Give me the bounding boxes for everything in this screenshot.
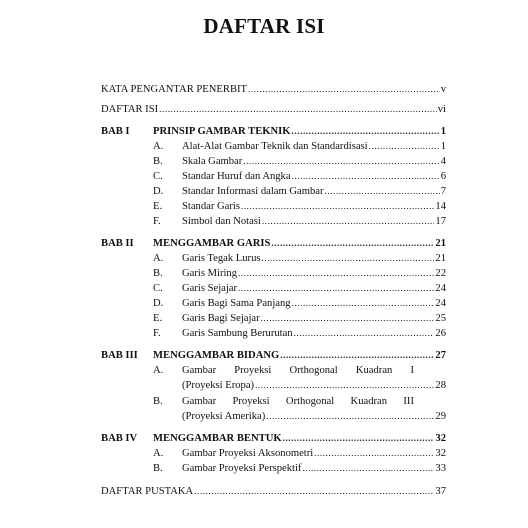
leader-dots [292, 170, 440, 183]
word: Orthogonal [289, 365, 338, 376]
toc-entry-page: 33 [435, 463, 446, 474]
toc-entry-page: 21 [435, 253, 446, 264]
toc-subentry-line1 [182, 395, 414, 408]
toc-entry-label: Gambar Proyeksi Perspektif [182, 463, 302, 474]
chapter-number: BAB III [101, 350, 138, 361]
word: Gambar [182, 396, 217, 407]
toc-entry-page: 22 [435, 268, 446, 279]
item-letter: E. [153, 201, 163, 212]
item-letter: B. [153, 463, 163, 474]
toc-subentry [182, 462, 446, 475]
toc-subentry [182, 155, 446, 168]
toc-entry-page: 4 [440, 156, 446, 167]
chapter-number: BAB IV [101, 433, 138, 444]
word: III [403, 396, 414, 407]
word: Gambar [182, 365, 217, 376]
chapter-page: 21 [435, 238, 446, 249]
toc-subentry [182, 215, 446, 228]
toc-entry-page: 17 [435, 216, 446, 227]
chapter-page: 1 [440, 126, 446, 137]
toc-entry-label: Standar Informasi dalam Gambar [182, 186, 324, 197]
toc-subentry-line1 [182, 364, 414, 377]
toc-subentry [182, 185, 446, 198]
item-letter: A. [153, 141, 164, 152]
word: Orthogonal [285, 396, 335, 407]
toc-entry-page: v [440, 84, 446, 95]
word: Kuadran [350, 396, 388, 407]
chapter-number: BAB II [101, 238, 134, 249]
leader-dots [261, 312, 435, 325]
toc-entry-label: (Proyeksi Amerika) [182, 411, 266, 422]
item-letter: F. [153, 328, 161, 339]
page-title: DAFTAR ISI [203, 14, 325, 38]
toc-entry-page: 28 [435, 380, 446, 391]
toc-subentry-line2 [182, 379, 446, 392]
chapter-title: MENGGAMBAR BIDANG [153, 350, 280, 361]
toc-entry-label: KATA PENGANTAR PENERBIT [101, 84, 248, 95]
leader-dots [283, 432, 435, 445]
chapter-title: MENGGAMBAR GARIS [153, 238, 271, 249]
toc-entry-label: DAFTAR ISI [101, 104, 159, 115]
item-letter: F. [153, 216, 161, 227]
leader-dots [262, 215, 435, 228]
leader-dots [255, 379, 434, 392]
toc-entry-page: 32 [435, 448, 446, 459]
leader-dots [266, 410, 434, 423]
leader-dots [159, 103, 437, 116]
toc-entry-label: Garis Miring [182, 268, 238, 279]
leader-dots [238, 267, 434, 280]
leader-dots [294, 327, 435, 340]
toc-entry-page: 14 [435, 201, 446, 212]
item-letter: A. [153, 448, 164, 459]
chapter-heading [153, 125, 446, 138]
toc-entry-kata-pengantar [101, 83, 446, 96]
item-letter: C. [153, 283, 163, 294]
toc-entry-page: 29 [435, 411, 446, 422]
toc-entry-label: Garis Bagi Sama Panjang [182, 298, 291, 309]
toc-entry-page: 26 [435, 328, 446, 339]
toc-entry-label: Garis Sambung Berurutan [182, 328, 293, 339]
toc-subentry [182, 252, 446, 265]
toc-entry-page: 37 [435, 486, 446, 497]
toc-subentry [182, 140, 446, 153]
toc-entry-page: 24 [435, 298, 446, 309]
toc-entry-label: Gambar Proyeksi Aksonometri [182, 448, 314, 459]
toc-subentry-line2 [182, 410, 446, 423]
word: Kuadran [355, 365, 393, 376]
toc-subentry [182, 327, 446, 340]
leader-dots [194, 485, 434, 498]
toc-entry-page: 24 [435, 283, 446, 294]
leader-dots [314, 447, 434, 460]
toc-entry-label: Garis Tegak Lurus [182, 253, 261, 264]
leader-dots [292, 125, 440, 138]
item-letter: B. [153, 396, 163, 407]
chapter-number: BAB I [101, 126, 130, 137]
word: I [410, 365, 414, 376]
toc-subentry [182, 267, 446, 280]
toc-entry-label: Garis Sejajar [182, 283, 238, 294]
chapter-title: PRINSIP GAMBAR TEKNIK [153, 126, 291, 137]
toc-entry-label: Skala Gambar [182, 156, 243, 167]
chapter-heading [153, 432, 446, 445]
toc-entry-page: 1 [440, 141, 446, 152]
item-letter: A. [153, 365, 164, 376]
leader-dots [241, 200, 434, 213]
leader-dots [243, 155, 439, 168]
leader-dots [262, 252, 435, 265]
leader-dots [292, 297, 435, 310]
leader-dots [369, 140, 440, 153]
toc-entry-label: (Proyeksi Eropa) [182, 380, 255, 391]
word: Proyeksi [232, 396, 270, 407]
leader-dots [248, 83, 440, 96]
toc-entry-label: Standar Huruf dan Angka [182, 171, 291, 182]
toc-entry-label: Standar Garis [182, 201, 240, 212]
toc-entry-page: 7 [440, 186, 446, 197]
toc-entry-page: 25 [435, 313, 446, 324]
toc-subentry [182, 297, 446, 310]
chapter-page: 27 [435, 350, 446, 361]
leader-dots [238, 282, 434, 295]
toc-subentry [182, 312, 446, 325]
leader-dots [280, 349, 434, 362]
toc-subentry [182, 447, 446, 460]
item-letter: C. [153, 171, 163, 182]
toc-subentry [182, 282, 446, 295]
toc-entry-page: 6 [440, 171, 446, 182]
chapter-heading [153, 349, 446, 362]
toc-entry-page: vi [437, 104, 446, 115]
item-letter: D. [153, 298, 164, 309]
leader-dots [271, 237, 434, 250]
toc-entry-label: Alat-Alat Gambar Teknik dan Standardisasi [182, 141, 368, 152]
item-letter: D. [153, 186, 164, 197]
toc-subentry [182, 170, 446, 183]
toc-subentry [182, 200, 446, 213]
leader-dots [302, 462, 434, 475]
word: Proyeksi [234, 365, 272, 376]
chapter-heading [153, 237, 446, 250]
chapter-title: MENGGAMBAR BENTUK [153, 433, 282, 444]
item-letter: A. [153, 253, 164, 264]
toc-entry-label: Garis Bagi Sejajar [182, 313, 260, 324]
toc-entry-label: DAFTAR PUSTAKA [101, 486, 194, 497]
leader-dots [325, 185, 440, 198]
item-letter: B. [153, 156, 163, 167]
toc-entry-daftar-pustaka [101, 485, 446, 498]
item-letter: E. [153, 313, 163, 324]
toc-entry-label: Simbol dan Notasi [182, 216, 261, 227]
toc-entry-daftar-isi [101, 103, 446, 116]
chapter-page: 32 [435, 433, 446, 444]
item-letter: B. [153, 268, 163, 279]
